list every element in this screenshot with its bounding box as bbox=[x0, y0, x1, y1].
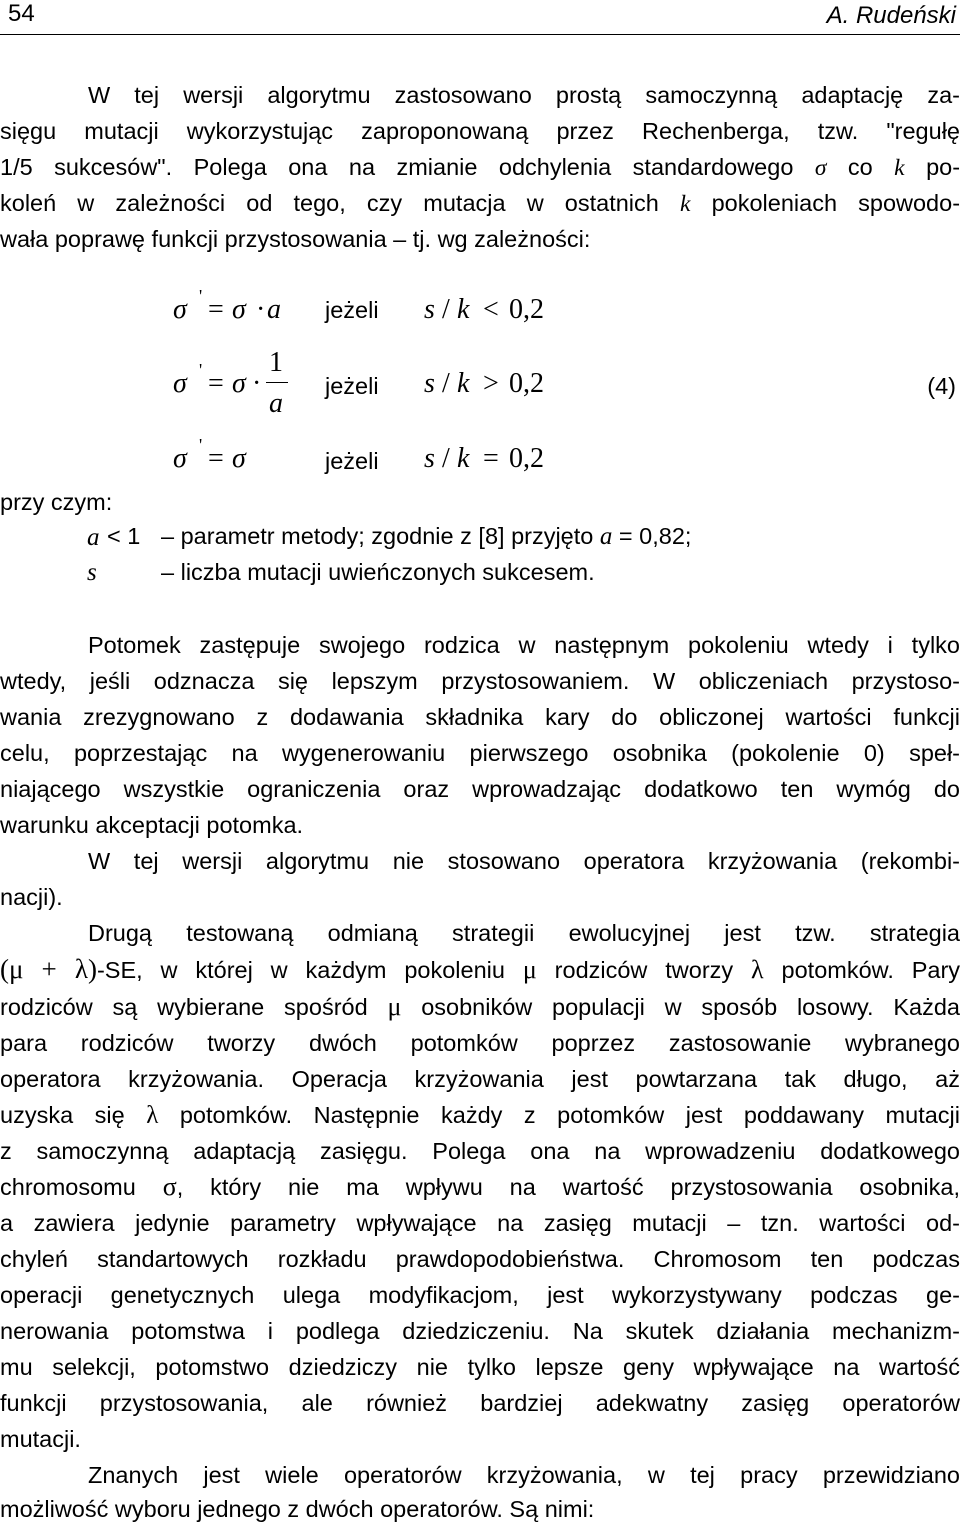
fraction-bar bbox=[266, 382, 288, 383]
text-line: wtedy, jeśli odznacza się lepszym przystosowaniem. W obliczeniach przystoso- bbox=[0, 668, 960, 694]
text-span: potomków. Pary bbox=[781, 957, 960, 983]
where-label: przy czym: bbox=[0, 489, 113, 515]
k-symbol: k bbox=[457, 294, 470, 325]
text-line: Drugą testowaną odmianą strategii ewolucyjnej jest tzw. strategia bbox=[88, 920, 960, 946]
s-symbol: s bbox=[424, 294, 435, 325]
text-line bbox=[0, 992, 960, 1022]
mu-symbol: μ bbox=[387, 992, 402, 1021]
text-span: = 0,82; bbox=[618, 523, 692, 549]
less-than-sign: < bbox=[483, 294, 499, 325]
text-span: co bbox=[847, 154, 873, 180]
mu-symbol: μ bbox=[522, 955, 537, 984]
running-header-author: A. Rudeński bbox=[826, 2, 956, 29]
text-span: rodziców są wybierane spośród bbox=[0, 994, 368, 1020]
text-line: Potomek zastępuje swojego rodzica w następnym pokoleniu wtedy i tylko bbox=[88, 632, 960, 658]
k-symbol: k bbox=[680, 191, 691, 217]
sigma-symbol: σ bbox=[173, 294, 187, 325]
text-span: po- bbox=[926, 154, 960, 180]
sigma-symbol: σ bbox=[232, 368, 246, 399]
equals-sign: = bbox=[208, 443, 224, 474]
text-line: a zawiera jedynie parametry wpływające na zasięg mutacji – tzn. wartości od- bbox=[0, 1210, 960, 1236]
s-symbol: s bbox=[87, 559, 97, 586]
text-line: W tej wersji algorytmu nie stosowano operatora krzyżowania (rekombi- bbox=[88, 848, 960, 874]
text-line: para rodziców tworzy dwóch potomków poprzez zastosowanie wybranego bbox=[0, 1030, 960, 1056]
k-symbol: k bbox=[894, 155, 905, 181]
equals-sign: = bbox=[208, 294, 224, 325]
text-line: możliwość wyboru jednego z dwóch operatorów. Są nimi: bbox=[0, 1496, 595, 1522]
multiply-dot: · bbox=[252, 368, 262, 399]
k-symbol: k bbox=[457, 443, 470, 474]
text-line: operatora krzyżowania. Operacja krzyżowania jest powtarzana tak długo, aż bbox=[0, 1066, 960, 1092]
text-line: funkcji przystosowania, ale również bardziej adekwatny zasięg operatorów bbox=[0, 1390, 960, 1416]
slash: / bbox=[442, 294, 450, 325]
text-line: niającego wszystkie ograniczenia oraz wprowadzając dodatkowo ten wymóg do bbox=[0, 776, 960, 802]
text-line: chyleń standartowych rozkładu prawdopodobieństwa. Chromosom ten podczas bbox=[0, 1246, 960, 1272]
condition-word: jeżeli bbox=[325, 373, 379, 399]
text-span: rodziców tworzy bbox=[554, 957, 734, 983]
text-span: -SE, w której w każdym pokoleniu bbox=[96, 957, 505, 983]
text-line: wała poprawę funkcji przystosowania – tj. wg zależności: bbox=[0, 226, 591, 252]
text-line: celu, poprzestając na wygenerowaniu pierwszego osobnika (pokolenie 0) speł- bbox=[0, 740, 960, 766]
text-line: mutacji. bbox=[0, 1426, 81, 1452]
header-rule bbox=[0, 34, 960, 35]
a-symbol: a bbox=[267, 294, 281, 325]
prime-mark: ' bbox=[199, 286, 203, 306]
threshold-value: 0,2 bbox=[509, 368, 544, 399]
a-definition bbox=[161, 523, 691, 551]
text-line bbox=[0, 1100, 960, 1131]
fraction-denominator: a bbox=[269, 388, 283, 419]
text-span: potomków. Następnie każdy z potomków jest poddawany mutacji bbox=[179, 1102, 960, 1128]
slash: / bbox=[442, 368, 450, 399]
prime-mark: ' bbox=[199, 360, 203, 380]
text-line bbox=[0, 152, 960, 183]
sigma-symbol: σ bbox=[162, 1172, 177, 1201]
sigma-symbol: σ bbox=[173, 443, 187, 474]
greater-than-sign: > bbox=[483, 368, 499, 399]
text-line: Znanych jest wiele operatorów krzyżowania, w tej pracy przewidziano bbox=[88, 1462, 960, 1488]
fraction-numerator: 1 bbox=[269, 347, 283, 378]
text-line: warunku akceptacji potomka. bbox=[0, 812, 304, 838]
s-symbol: s bbox=[424, 368, 435, 399]
text-span: chromosomu bbox=[0, 1174, 136, 1200]
page-number: 54 bbox=[8, 0, 35, 27]
sigma-symbol: σ bbox=[232, 443, 246, 474]
slash: / bbox=[442, 443, 450, 474]
text-line: nacji). bbox=[0, 884, 63, 910]
a-symbol: a bbox=[87, 524, 100, 551]
text-line: mu selekcji, potomstwo dziedziczy nie tylko lepsze geny wpływające na wartość bbox=[0, 1354, 960, 1380]
k-symbol: k bbox=[457, 368, 470, 399]
s-definition: – liczba mutacji uwieńczonych sukcesem. bbox=[161, 559, 595, 585]
equation-number: (4) bbox=[927, 373, 956, 399]
text-line: nerowania potomstwa i podlega dziedziczeniu. Na skutek działania mechanizm- bbox=[0, 1318, 960, 1344]
text-line bbox=[0, 954, 960, 985]
sigma-symbol: σ bbox=[173, 368, 187, 399]
mu-lambda-expression: (μ + λ) bbox=[0, 954, 97, 984]
sigma-symbol: σ bbox=[814, 155, 827, 181]
s-symbol: s bbox=[424, 443, 435, 474]
sigma-symbol: σ bbox=[232, 294, 246, 325]
condition-word: jeżeli bbox=[325, 448, 379, 474]
text-line: W tej wersji algorytmu zastosowano prostą samoczynną adaptację za- bbox=[88, 82, 960, 108]
text-line bbox=[0, 188, 960, 219]
a-symbol: a bbox=[599, 523, 613, 550]
text-span: 1/5 sukcesów". Polega ona na zmianie odchylenia standardowego bbox=[0, 154, 794, 180]
text-span: osobników populacji w sposób losowy. Każda bbox=[421, 994, 960, 1020]
text-line: sięgu mutacji wykorzystując zaproponowaną przez Rechenberga, tzw. "regułę bbox=[0, 118, 960, 144]
text-line: z samoczynną adaptacją zasięgu. Polega ona na wprowadzeniu dodatkowego bbox=[0, 1138, 960, 1164]
text-span: uzyska się bbox=[0, 1102, 125, 1128]
condition-word: jeżeli bbox=[325, 297, 379, 323]
multiply-dot: · bbox=[256, 294, 266, 325]
text-span: koleń w zależności od tego, czy mutacja w ostatnich bbox=[0, 190, 659, 216]
threshold-value: 0,2 bbox=[509, 443, 544, 474]
text-span: pokoleniach spowodo- bbox=[711, 190, 960, 216]
equals-sign: = bbox=[208, 368, 224, 399]
text-line: wania zrezygnowano z dodawania składnika kary do obliczonej wartości funkcji bbox=[0, 704, 960, 730]
text-span: , który nie ma wpływu na wartość przystosowania osobnika, bbox=[176, 1174, 960, 1200]
a-condition: < 1 bbox=[107, 523, 141, 549]
threshold-value: 0,2 bbox=[509, 294, 544, 325]
text-line bbox=[0, 1172, 960, 1202]
lambda-symbol: λ bbox=[751, 955, 764, 984]
text-line: operacji genetycznych ulega modyfikacjom, jest wykorzystywany podczas ge- bbox=[0, 1282, 960, 1308]
lambda-symbol: λ bbox=[146, 1102, 159, 1129]
equals-sign: = bbox=[483, 443, 499, 474]
prime-mark: ' bbox=[199, 435, 203, 455]
text-span: – parametr metody; zgodnie z [8] przyjęto bbox=[161, 523, 594, 549]
